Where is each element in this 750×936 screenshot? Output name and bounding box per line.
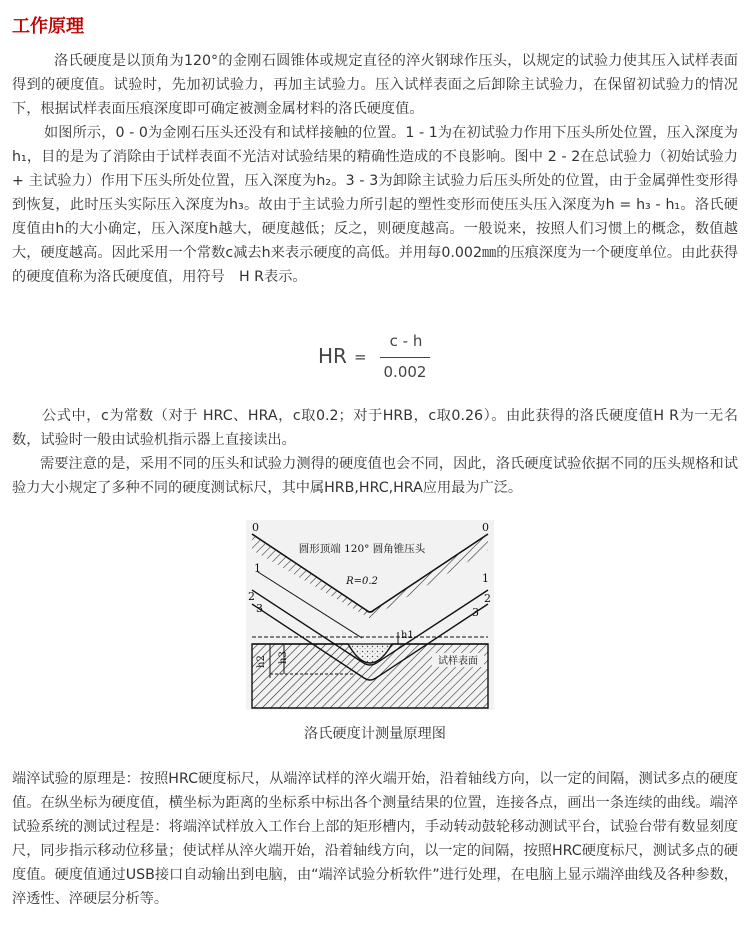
- paragraph-end-quench: 端淬试验的原理是：按照HRC硬度标尺，从端淬试样的淬火端开始，沿着轴线方向，以一定的间隔，测试多点的硬度值。在纵坐标为硬度值，横坐标为距离的坐标系中标出各个测量结果的位置，连接各点，画出一条连续的曲线。端淬试验系统的测试过程是：将端淬试样放入工作台上部的矩形槽内，手动转动鼓轮移动测试平台，试验台带有数显刻度尺，同步指示移动位移量；使试样从淬火端开始，沿着轴线方向，以一定的间隔，按照HRC硬度标尺，测试多点的硬度值。硬度值通过USB接口自动输出到电脑，由“端淬试验分析软件”进行处理，在电脑上显示端淬曲线及各种参数，淬透性、淬硬层分析等。: [12, 771, 738, 907]
- mark-2-left: 2: [248, 590, 255, 603]
- rockwell-principle-diagram: [246, 520, 494, 710]
- mark-0-right: 0: [482, 521, 489, 534]
- figure-caption: 洛氏硬度计测量原理图: [304, 726, 446, 742]
- h3-label: h3: [278, 651, 289, 664]
- formula-numerator: c - h: [389, 332, 423, 350]
- hr-formula: [318, 332, 458, 386]
- paragraph-constant-c: 公式中，c为常数（对于 HRC、HRA，c取0.2；对于HRB，c取0.26）。由此获得的洛氏硬度值H R为一无名数，试验时一般由试验机指示器上直接读出。: [12, 408, 738, 448]
- paragraph-principle: 洛氏硬度是以顶角为120°的金刚石圆锥体或规定直径的淬火钢球作压头，以规定的试验力使其压入试样表面得到的硬度值。试验时，先加初试验力，再加主试验力。压入试样表面之后卸除主试验力，在保留初试验力的情况下，根据试样表面压痕深度即可确定被测金属材料的洛氏硬度值。: [12, 53, 738, 117]
- mark-3-right: 3: [472, 606, 479, 619]
- mark-0-left: 0: [252, 521, 259, 534]
- h2-label: h2: [256, 655, 267, 668]
- mark-1-right: 1: [482, 572, 489, 585]
- formula-denominator: 0.002: [383, 363, 427, 381]
- mark-2-right: 2: [484, 592, 491, 605]
- paragraph-scales: 需要注意的是，采用不同的压头和试验力测得的硬度值也会不同，因此，洛氏硬度试验依据不同的压头规格和试验力大小规定了多种不同的硬度测试标尺，其中属HRB,HRC,HRA应用最为广泛。: [12, 456, 738, 496]
- formula-lhs: HR: [318, 344, 347, 368]
- section-title: 工作原理: [12, 16, 84, 37]
- paragraph-figure-explanation: 如图所示，0 - 0为金刚石压头还没有和试样接触的位置。1 - 1为在初试验力作用下压头所处位置，压入深度为h₁，目的是为了消除由于试样表面不光洁对试验结果的精确性造成的不良影响。图中 2 - 2在总试验力（初始试验力 + 主试验力）作用下压头所处位置，压入深度为h₂。3 - 3为卸除主试验力后压头所处的位置，由于金属弹性变形得到恢复，此时压头实际压入深度为h₃。故由于主试验力所引起的塑性变形而使压头压入深度为h = h₃ - h₁。洛氏硬度值由h的大小确定，压入深度h越大，硬度越低；反之，则硬度越高。一般说来，按照人们习惯上的概念，数值越大，硬度越高。因此采用一个常数c减去h来表示硬度的高低。并用每0.002㎜的压痕深度为一个硬度单位。由此获得的硬度值称为洛氏硬度值，用符号 H R表示。: [12, 125, 738, 285]
- mark-3-left: 3: [256, 602, 263, 615]
- radius-label: R=0.2: [346, 576, 378, 587]
- mark-1-left: 1: [254, 562, 261, 575]
- formula-equals: =: [354, 348, 367, 366]
- fraction-bar: [380, 357, 430, 358]
- h1-label: h1: [401, 630, 414, 641]
- indenter-label: 圆形顶端 120° 圆角锥压头: [298, 543, 426, 555]
- surface-label: 试样表面: [438, 656, 478, 667]
